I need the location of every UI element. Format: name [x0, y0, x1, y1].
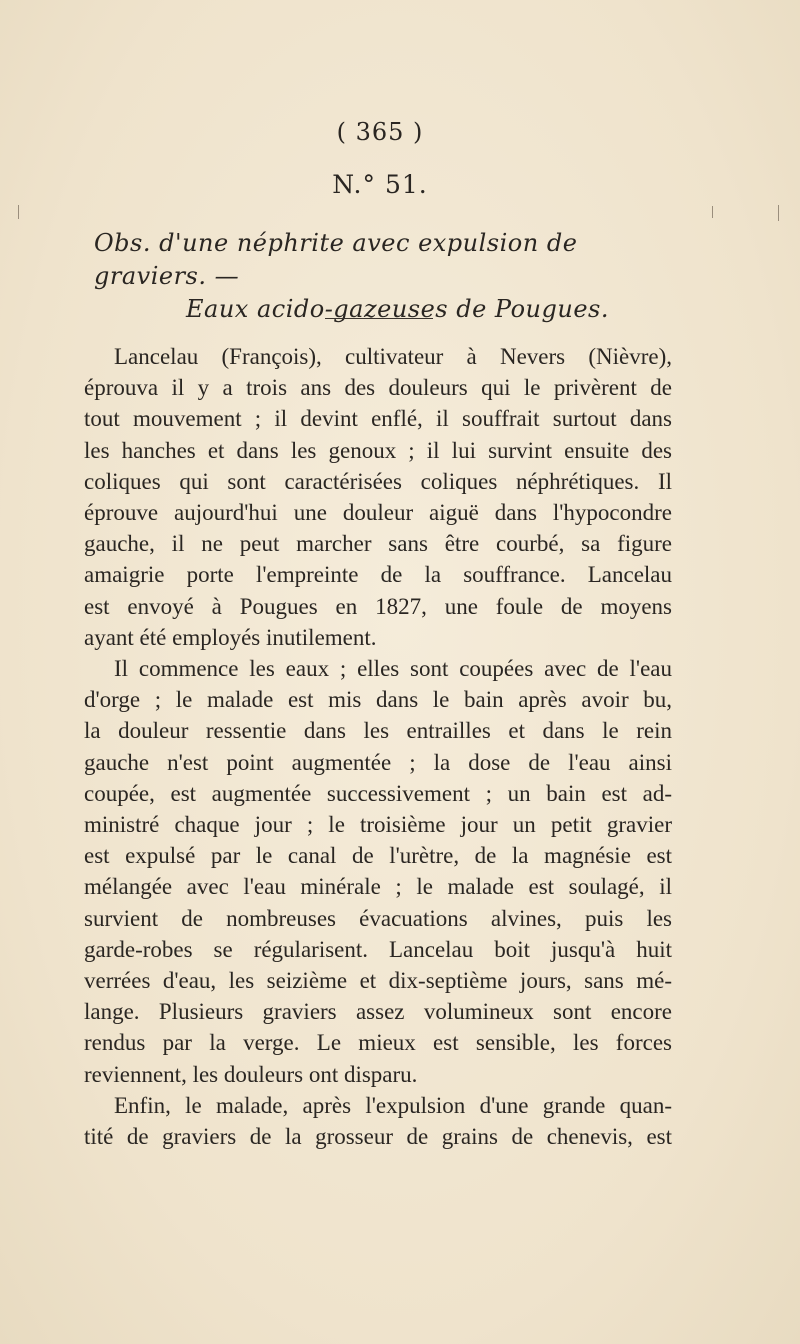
text-line: gauche, il ne peut marcher sans être courbé, sa figure — [84, 531, 672, 557]
text-line: éprouve aujourd'hui une douleur aiguë dans l'hypocondre — [84, 500, 672, 526]
text-line: Lancelau (François), cultivateur à Nevers (Nièvre), — [114, 344, 672, 369]
paragraph-1 — [84, 341, 672, 653]
text-line: est envoyé à Pougues en 1827, une foule de moyens — [84, 593, 672, 619]
paragraph-2 — [84, 653, 672, 1090]
text-line: rendus par la verge. Le mieux est sensible, les forces — [84, 1030, 672, 1056]
text-line: est expulsé par le canal de l'urètre, de la magnésie est — [84, 843, 672, 869]
section-divider — [325, 318, 433, 319]
text-line: coupée, est augmentée successivement ; un bain est ad- — [84, 780, 672, 806]
text-line: d'orge ; le malade est mis dans le bain après avoir bu, — [84, 687, 672, 713]
text-line: coliques qui sont caractérisées coliques néphrétiques. Il — [84, 468, 672, 494]
text-line: tout mouvement ; il devint enflé, il souffrait surtout dans — [84, 406, 672, 432]
text-line: tité de graviers de la grosseur de grains de chenevis, est — [84, 1124, 672, 1150]
paper-mark — [712, 206, 713, 218]
text-line: mélangée avec l'eau minérale ; le malade est soulagé, il — [84, 874, 672, 900]
paper-mark — [778, 205, 779, 221]
text-line: survient de nombreuses évacuations alvines, puis les — [84, 905, 672, 931]
observation-title — [94, 227, 694, 326]
paragraph-3 — [84, 1090, 672, 1152]
text-line: lange. Plusieurs graviers assez volumineux sont encore — [84, 999, 672, 1025]
text-line: ministré chaque jour ; le troisième jour un petit gravier — [84, 812, 672, 838]
text-line: éprouva il y a trois ans des douleurs qui le privèrent de — [84, 375, 672, 401]
body-text — [84, 341, 672, 1152]
observation-title-line-2: Eaux acido-gazeuses de Pougues. — [186, 295, 609, 323]
text-line: reviennent, les douleurs ont disparu. — [84, 1061, 418, 1087]
text-line: Il commence les eaux ; elles sont coupées avec de l'eau — [114, 656, 672, 682]
text-line: verrées d'eau, les seizième et dix-septième jours, sans mé- — [84, 968, 672, 994]
text-line: la douleur ressentie dans les entrailles et dans le rein — [84, 718, 672, 744]
page-number: ( 365 ) — [336, 118, 424, 146]
text-line: amaigrie porte l'empreinte de la souffrance. Lancelau — [84, 562, 672, 588]
text-line: les hanches et dans les genoux ; il lui survint ensuite des — [84, 437, 672, 463]
observation-title-line-1: Obs. d'une néphrite avec expulsion de graviers. — — [94, 229, 578, 290]
text-line: gauche n'est point augmentée ; la dose de l'eau ainsi — [84, 749, 672, 775]
text-line: Enfin, le malade, après l'expulsion d'une grande quan- — [114, 1092, 672, 1118]
section-number: N.° 51. — [332, 170, 428, 199]
text-line: garde-robes se régularisent. Lancelau boit jusqu'à huit — [84, 936, 672, 962]
paper-mark — [18, 205, 19, 219]
text-line: ayant été employés inutilement. — [84, 624, 377, 650]
